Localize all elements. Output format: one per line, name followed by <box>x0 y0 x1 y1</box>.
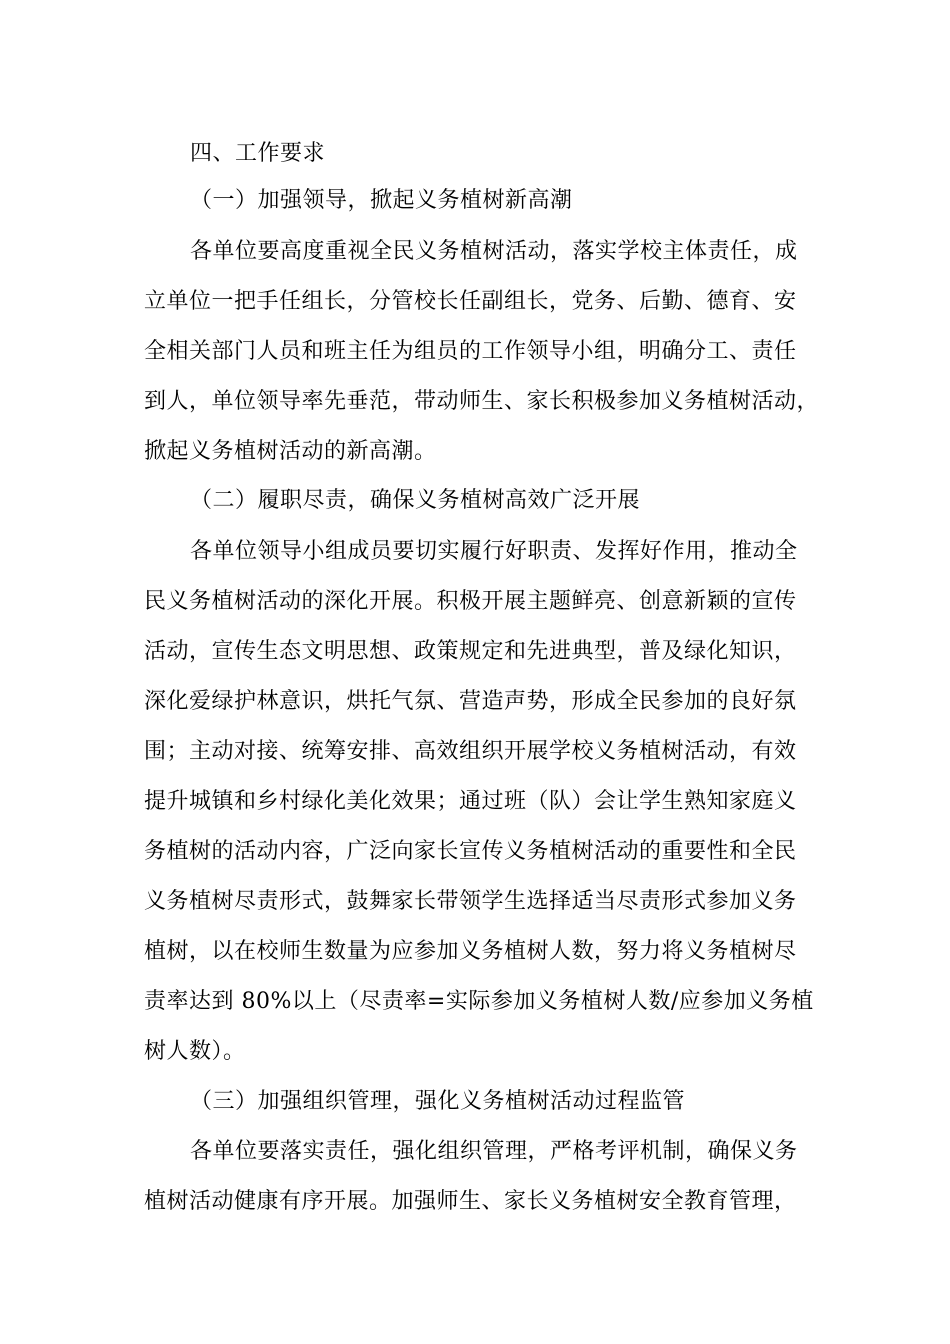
paragraph-2-line: 各单位领导小组成员要切实履行好职责、发挥好作用，推动全 <box>190 539 798 564</box>
subsection-heading-2: （二）履职尽责，确保义务植树高效广泛开展 <box>190 488 641 513</box>
paragraph-2-line: 义务植树尽责形式，鼓舞家长带领学生选择适当尽责形式参加义务 <box>144 889 797 914</box>
section-heading: 四、工作要求 <box>190 141 326 166</box>
paragraph-1-line: 各单位要高度重视全民义务植树活动，落实学校主体责任，成 <box>190 239 798 264</box>
paragraph-2-line: 树人数）。 <box>144 1039 246 1064</box>
paragraph-3-line: 植树活动健康有序开展。加强师生、家长义务植树安全教育管理， <box>144 1189 797 1214</box>
paragraph-2-line: 提升城镇和乡村绿化美化效果；通过班（队）会让学生熟知家庭义 <box>144 789 797 814</box>
paragraph-1-line: 立单位一把手任组长，分管校长任副组长，党务、后勤、德育、安 <box>144 289 797 314</box>
paragraph-2-line: 责率达到 80%以上（尽责率=实际参加义务植树人数/应参加义务植 <box>144 989 814 1014</box>
paragraph-3-line: 各单位要落实责任，强化组织管理，严格考评机制，确保义务 <box>190 1139 798 1164</box>
subsection-heading-3: （三）加强组织管理，强化义务植树活动过程监管 <box>190 1089 686 1114</box>
paragraph-1-line: 全相关部门人员和班主任为组员的工作领导小组，明确分工、责任 <box>144 339 797 364</box>
paragraph-2-line: 围；主动对接、统筹安排、高效组织开展学校义务植树活动，有效 <box>144 739 797 764</box>
subsection-heading-1: （一）加强领导，掀起义务植树新高潮 <box>190 188 573 213</box>
paragraph-2-line: 活动，宣传生态文明思想、政策规定和先进典型，普及绿化知识， <box>144 639 797 664</box>
paragraph-2-line: 民义务植树活动的深化开展。积极开展主题鲜亮、创意新颖的宣传 <box>144 589 797 614</box>
paragraph-1-line: 掀起义务植树活动的新高潮。 <box>144 439 437 464</box>
paragraph-2-line: 务植树的活动内容，广泛向家长宣传义务植树活动的重要性和全民 <box>144 839 797 864</box>
paragraph-2-line: 深化爱绿护林意识，烘托气氛、营造声势，形成全民参加的良好氛 <box>144 689 797 714</box>
paragraph-1-line: 到人，单位领导率先垂范，带动师生、家长积极参加义务植树活动， <box>144 389 820 414</box>
paragraph-2-line: 植树，以在校师生数量为应参加义务植树人数，努力将义务植树尽 <box>144 939 797 964</box>
